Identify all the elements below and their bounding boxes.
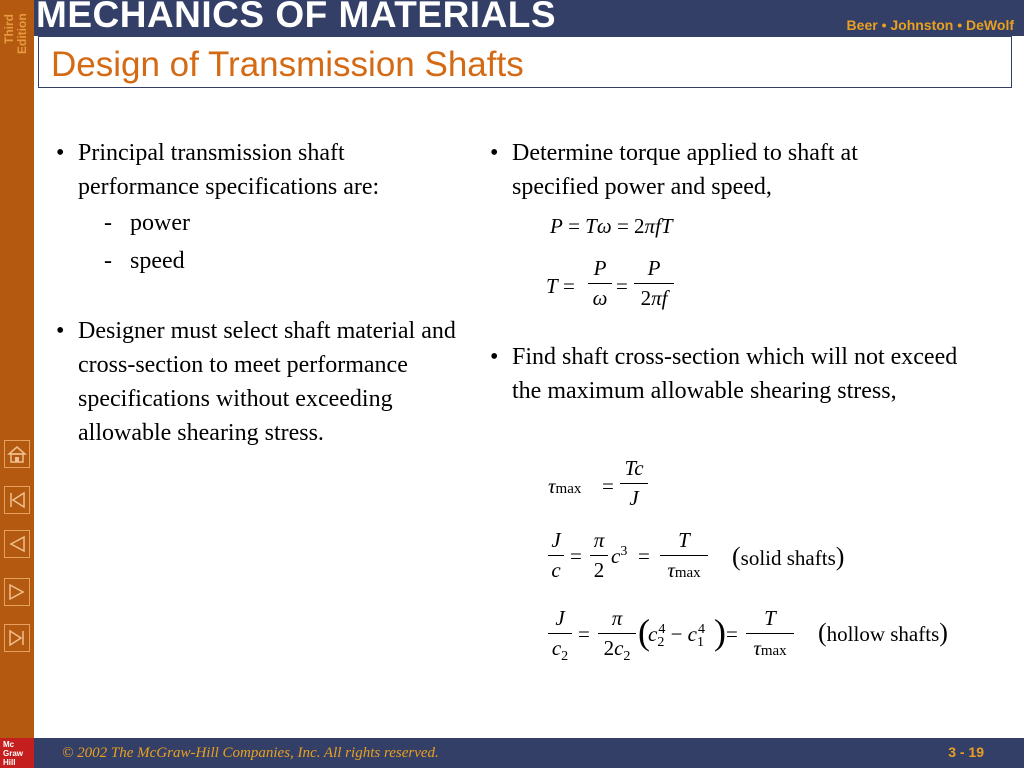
sidebar xyxy=(0,0,34,738)
bullet-dot: • xyxy=(490,140,499,166)
max-shear-equation: τmax = Tc J xyxy=(548,456,668,516)
bullet-text: Principal transmission shaft performance specifications are: xyxy=(78,140,380,200)
last-slide-button[interactable] xyxy=(4,624,30,652)
sub-item-text: power xyxy=(130,210,190,236)
home-icon xyxy=(5,441,29,467)
bullet-dot: • xyxy=(56,140,65,166)
footer-band xyxy=(0,738,1024,768)
bullet-text: Determine torque applied to shaft at specified power and speed, xyxy=(512,140,858,200)
hollow-shaft-equation: J $c_2$ = π $2c_2$ ( $c_2^4 - c_1^4$ ) = T τmax (hollow shafts) xyxy=(548,606,968,670)
next-slide-icon xyxy=(5,579,29,605)
home-button[interactable] xyxy=(4,440,30,468)
edition-line-2: Edition xyxy=(15,13,29,54)
slide-title-box xyxy=(38,36,1012,88)
bullet-text: Designer must select shaft material and cross-section to meet performance specifications without exceeding allowable shearing stress. xyxy=(78,318,456,446)
solid-shaft-equation: J c = π 2 $c^3$ = T τmax (solid shafts) xyxy=(548,528,878,592)
last-slide-icon xyxy=(5,625,29,651)
first-slide-icon xyxy=(5,487,29,513)
torque-equation: T = P ω = P 2πf xyxy=(546,256,686,316)
previous-slide-button[interactable] xyxy=(4,530,30,558)
slide-title: Design of Transmission Shafts xyxy=(51,45,524,84)
edition-label xyxy=(0,0,34,70)
first-slide-button[interactable] xyxy=(4,486,30,514)
publisher-logo: Mc Graw Hill xyxy=(0,738,34,768)
page-number: 3 - 19 xyxy=(948,744,984,760)
hollow-shafts-label: hollow shafts xyxy=(826,622,940,646)
copyright-text: © 2002 The McGraw-Hill Companies, Inc. All rights reserved. xyxy=(62,745,439,761)
edition-line-1: Third xyxy=(2,14,16,44)
bullet-dot: • xyxy=(56,318,65,344)
power-equation: P = Tω = 2πfT xyxy=(550,214,673,238)
sub-dash: - xyxy=(104,210,112,236)
authors-line: Beer • Johnston • DeWolf xyxy=(846,17,1014,33)
previous-slide-icon xyxy=(5,531,29,557)
sub-dash: - xyxy=(104,248,112,274)
bullet-dot: • xyxy=(490,344,499,370)
bullet-text: Find shaft cross-section which will not exceed the maximum allowable shearing stress, xyxy=(512,344,958,404)
sub-item-text: speed xyxy=(130,248,185,274)
next-slide-button[interactable] xyxy=(4,578,30,606)
course-title: MECHANICS OF MATERIALS xyxy=(36,0,557,35)
solid-shafts-label: solid shafts xyxy=(740,546,836,570)
